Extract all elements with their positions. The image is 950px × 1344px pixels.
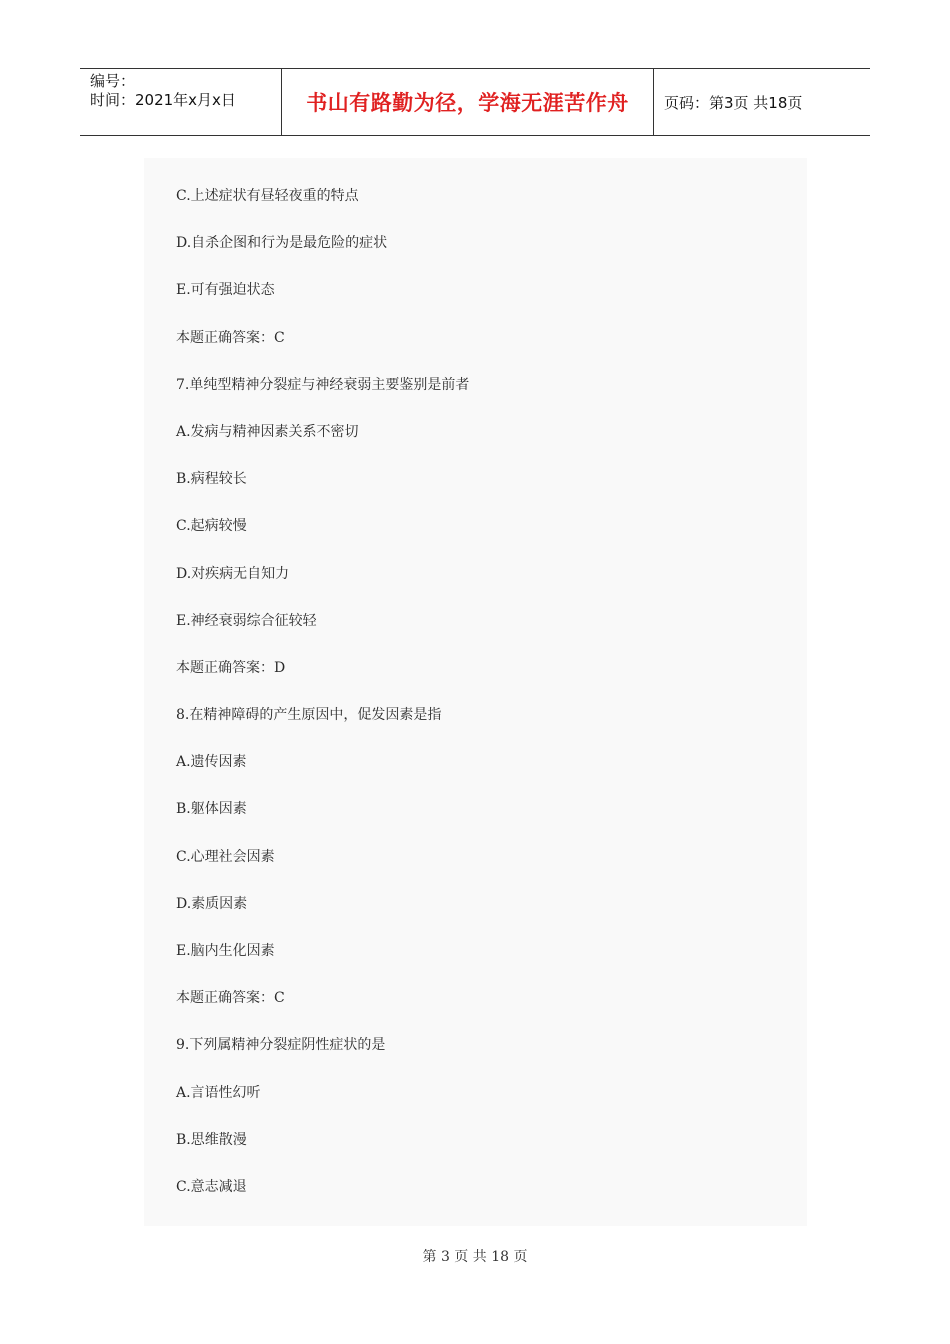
- page-header: [80, 68, 870, 136]
- question-line: 9.下列属精神分裂症阴性症状的是: [176, 1037, 386, 1054]
- option-line: B.思维散漫: [176, 1131, 247, 1148]
- option-line: C.起病较慢: [176, 518, 247, 535]
- text-line: E.可有强迫状态: [176, 282, 275, 299]
- header-number-label: 编号：: [90, 72, 136, 90]
- option-line: E.脑内生化因素: [176, 943, 275, 959]
- option-line: A.遗传因素: [176, 754, 247, 771]
- answer-line: 本题正确答案：C: [176, 990, 285, 1007]
- text-line: D.自杀企图和行为是最危险的症状: [176, 235, 388, 252]
- document-body: [144, 158, 807, 1226]
- option-line: C.意志减退: [176, 1178, 247, 1195]
- header-meta: [80, 69, 282, 135]
- option-line: D.对疾病无自知力: [176, 565, 290, 582]
- option-line: A.发病与精神因素关系不密切: [176, 423, 359, 440]
- text-line: C.上述症状有昼轻夜重的特点: [176, 188, 359, 204]
- answer-line: 本题正确答案：D: [176, 659, 286, 676]
- option-line: D.素质因素: [176, 895, 248, 912]
- option-line: E.神经衰弱综合征较轻: [176, 612, 317, 629]
- answer-line: 本题正确答案：C: [176, 329, 285, 346]
- header-page-info: 页码：第3页 共18页: [664, 93, 803, 112]
- header-date-label: 时间：2021年x月x日: [90, 91, 236, 109]
- option-line: C.心理社会因素: [176, 848, 275, 865]
- option-line: B.躯体因素: [176, 801, 247, 818]
- header-motto: 书山有路勤为径，学海无涯苦作舟: [282, 69, 654, 135]
- option-line: B.病程较长: [176, 471, 247, 488]
- question-line: 8.在精神障碍的产生原因中，促发因素是指: [176, 707, 442, 724]
- page-footer: 第 3 页 共 18 页: [422, 1249, 528, 1265]
- option-line: A.言语性幻听: [176, 1084, 261, 1101]
- question-line: 7.单纯型精神分裂症与神经衰弱主要鉴别是前者: [176, 376, 470, 393]
